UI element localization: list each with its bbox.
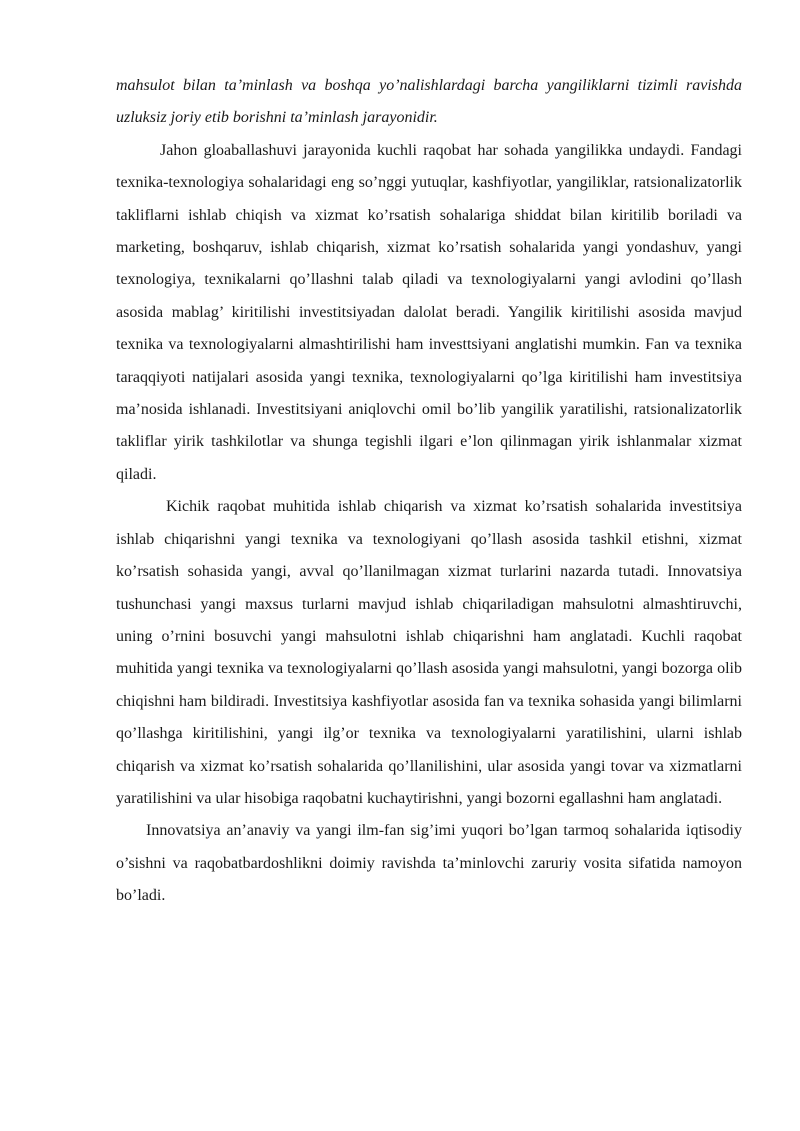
paragraph-innovation: Innovatsiya an’anaviy va yangi ilm-fan sig’imi yuqori bo’lgan tarmoq sohalarida iqtisodiy o’sishni va raqobatbardoshlikni doimiy ravishda ta’minlovchi zaruriy vosita sifatida namoyon bo’ladi.: [116, 822, 742, 905]
paragraph-continuation: mahsulot bilan ta’minlash va boshqa yo’nalishlardagi barcha yangiliklarni tizimli ravishda uzluksiz joriy etib borishni ta’minlash jarayonidir.: [116, 77, 742, 127]
paragraph-globalization: Jahon gloaballashuvi jarayonida kuchli raqobat har sohada yangilikka undaydi. Fandagi texnika-texnologiya sohalaridagi eng so’nggi yutuqlar, kashfiyotlar, yangiliklar, ratsionalizatorlik takliflarni ishlab chiqish va xizmat ko’rsatish sohalariga shiddat bilan kiritilib boriladi va marketing, boshqaruv, ishlab chiqarish, xizmat ko’rsatish sohalarida yangi yondashuv, yangi texnologiya, texnikalarni qo’llashni talab qiladi va texnologiyalarni yangi avlodini qo’llash asosida mablag’ kiritilishi investitsiyadan dalolat beradi. Yangilik kiritilishi asosida mavjud texnika va texnologiyalarni almashtirilishi ham investtsiyani anglatishi mumkin. Fan va texnika taraqqiyoti natijalari asosida yangi texnika, texnologiyalarni qo’lga kiritilishi ham investitsiya ma’nosida ishlanadi. Investitsiyani aniqlovchi omil bo’lib yangilik yaratilishi, ratsionalizatorlik takliflar yirik tashkilotlar va shunga tegishli ilgari e’lon qilinmagan yirik ishlanmalar xizmat qiladi.: [116, 141, 742, 483]
document-page: [116, 70, 742, 913]
paragraph-small-competition: Kichik raqobat muhitida ishlab chiqarish va xizmat ko’rsatish sohalarida investitsiya ishlab chiqarishni yangi texnika va texnologiyani qo’llash asosida tashkil etishni, xizmat ko’rsatish sohasida yangi, avval qo’llanilmagan xizmat turlarini nazarda tutadi. Innovatsiya tushunchasi yangi maxsus turlarni mavjud ishlab chiqariladigan mahsulotni almashtiruvchi, uning o’rnini bosuvchi yangi mahsulotni ishlab chiqarishni ham anglatadi. Kuchli raqobat muhitida yangi texnika va texnologiyalarni qo’llash asosida yangi mahsulotni, yangi bozorga olib chiqishni ham bildiradi. Investitsiya kashfiyotlar asosida fan va texnika sohasida yangi bilimlarni qo’llashga kiritilishini, yangi ilg’or texnika va texnologiyalarni yaratilishini, ularni ishlab chiqarish va xizmat ko’rsatish sohalarida qo’llanilishini, ular asosida yangi tovar va xizmatlarni yaratilishini va ular hisobiga raqobatni kuchaytirishni, yangi bozorni egallashni ham anglatadi.: [116, 498, 742, 807]
